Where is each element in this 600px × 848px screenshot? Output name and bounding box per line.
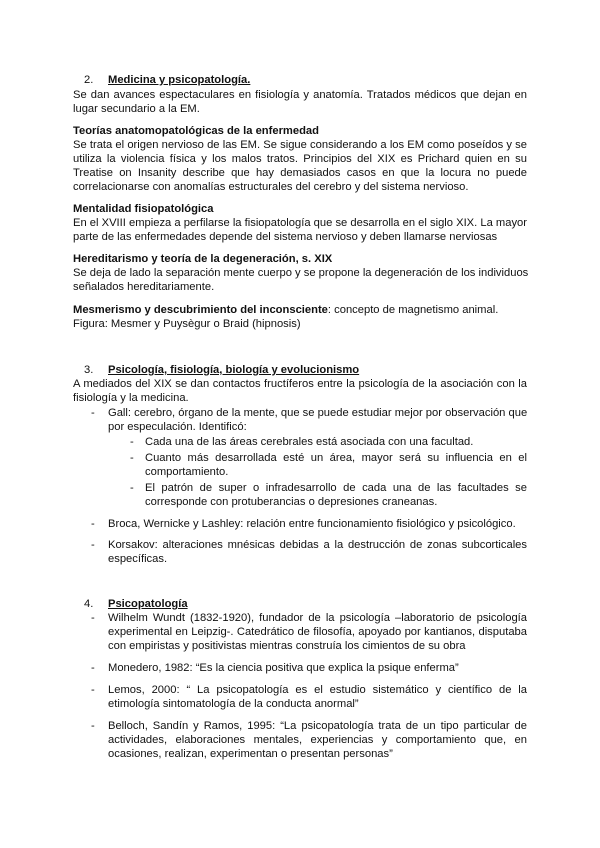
section-2-intro-line-1: Se dan avances espectaculares en fisiología y anatomía. Tratados médicos que dejan en	[73, 89, 527, 101]
heading-anatomopatologicas: Teorías anatomopatológicas de la enfermedad	[73, 125, 319, 137]
wundt-line-3: con empiristas y positivistas mientras construía los cimientos de su obra	[108, 640, 466, 652]
gall-sub-3-line-2: corresponde con protuberancias o depresiones craneanas.	[145, 496, 438, 508]
gall-line-1: Gall: cerebro, órgano de la mente, que se puede estudiar mejor por observación que	[108, 407, 528, 419]
figure-caption: Figura: Mesmer y Puysègur o Braid (hipnosis)	[73, 318, 301, 330]
broca-line: Broca, Wernicke y Lashley: relación entre funcionamiento fisiológico y psicológico.	[108, 518, 516, 530]
belloch-line-2: actividades, elaboraciones mentales, experiencias y comportamiento que, en	[108, 734, 527, 746]
bullet-dash: -	[91, 539, 95, 551]
anat-line-3: Treatise on Insanity describe que hay demasiados casos en que la locura no puede	[73, 167, 527, 179]
section-3-number: 3.	[84, 364, 94, 376]
gall-sub-2-line-2: comportamiento.	[145, 466, 229, 478]
heading-mesmerismo: Mesmerismo y descubrimiento del inconsciente	[73, 304, 328, 316]
bullet-dash: -	[91, 684, 95, 696]
anat-line-1: Se trata el origen nervioso de las EM. Se sigue considerando a los EM como poseídos y se	[73, 139, 527, 151]
mesmerismo-text: : concepto de magnetismo animal.	[327, 304, 499, 316]
wundt-line-2: experimental en Leipzig-. Catedrático de filosofía, apoyado por kantianos, disputaba	[108, 626, 527, 638]
anat-line-2: utiliza la violencia física y los malos tratos. Principios del XIX es Prichard quien en su	[73, 153, 527, 165]
hered-line-2: señalados hereditariamente.	[73, 281, 215, 293]
anat-line-4: correlacionarse con anomalías estructurales del cerebro y del sistema nervioso.	[73, 181, 469, 193]
wundt-line-1: Wilhelm Wundt (1832-1920), fundador de la psicología –laboratorio de psicología	[108, 612, 527, 624]
hered-line-1: Se deja de lado la separación mente cuerpo y se propone la degeneración de los individuos	[73, 267, 529, 279]
monedero-line: Monedero, 1982: “Es la ciencia positiva que explica la psique enferma”	[108, 662, 459, 674]
sub-bullet-dash: -	[130, 452, 134, 464]
bullet-dash: -	[91, 662, 95, 674]
fisio-line-1: En el XVIII empieza a perfilarse la fisiopatología que se desarrolla en el siglo XIX. La mayor	[73, 217, 527, 229]
lemos-line-1: Lemos, 2000: “ La psicopatología es el estudio sistemático y científico de la	[108, 684, 527, 696]
section-4-title: Psicopatología	[108, 598, 188, 610]
heading-hereditarismo: Hereditarismo y teoría de la degeneración, s. XIX	[73, 253, 333, 265]
gall-sub-1: Cada una de las áreas cerebrales está asociada con una facultad.	[145, 436, 474, 448]
section-2-intro-line-2: lugar secundario a la EM.	[73, 103, 200, 115]
section-3-intro-line-2: fisiología y la medicina.	[73, 392, 189, 404]
gall-line-2: por especulación. Identificó:	[108, 421, 247, 433]
korsakov-line-1: Korsakov: alteraciones mnésicas debidas a la destrucción de zonas subcorticales	[108, 539, 527, 551]
section-2-number: 2.	[84, 74, 94, 86]
heading-fisiopatologica: Mentalidad fisiopatológica	[73, 203, 214, 215]
sub-bullet-dash: -	[130, 436, 134, 448]
section-3-title: Psicología, fisiología, biología y evolucionismo	[108, 364, 360, 376]
belloch-line-1: Belloch, Sandín y Ramos, 1995: “La psicopatología trata de un tipo particular de	[108, 720, 527, 732]
sub-bullet-dash: -	[130, 482, 134, 494]
bullet-dash: -	[91, 720, 95, 732]
gall-sub-3-line-1: El patrón de super o infradesarrollo de cada una de las facultades se	[145, 482, 527, 494]
gall-sub-2-line-1: Cuanto más desarrollada esté un área, mayor será su influencia en el	[145, 452, 527, 464]
mesmerismo-line	[73, 303, 498, 317]
section-3-intro-line-1: A mediados del XIX se dan contactos fructíferos entre la psicología de la asociación con la	[73, 378, 527, 390]
section-4-number: 4.	[84, 598, 94, 610]
bullet-dash: -	[91, 407, 95, 419]
section-2-title: Medicina y psicopatología.	[108, 74, 251, 86]
lemos-line-2: etimología sintomatología de la conducta anormal”	[108, 698, 359, 710]
fisio-line-2: parte de las enfermedades depende del sistema nervioso y deben llamarse nerviosas	[73, 231, 498, 243]
belloch-line-3: ocasiones, realizan, experimentan o presentan personas”	[108, 748, 393, 760]
bullet-dash: -	[91, 518, 95, 530]
korsakov-line-2: específicas.	[108, 553, 168, 565]
bullet-dash: -	[91, 612, 95, 624]
